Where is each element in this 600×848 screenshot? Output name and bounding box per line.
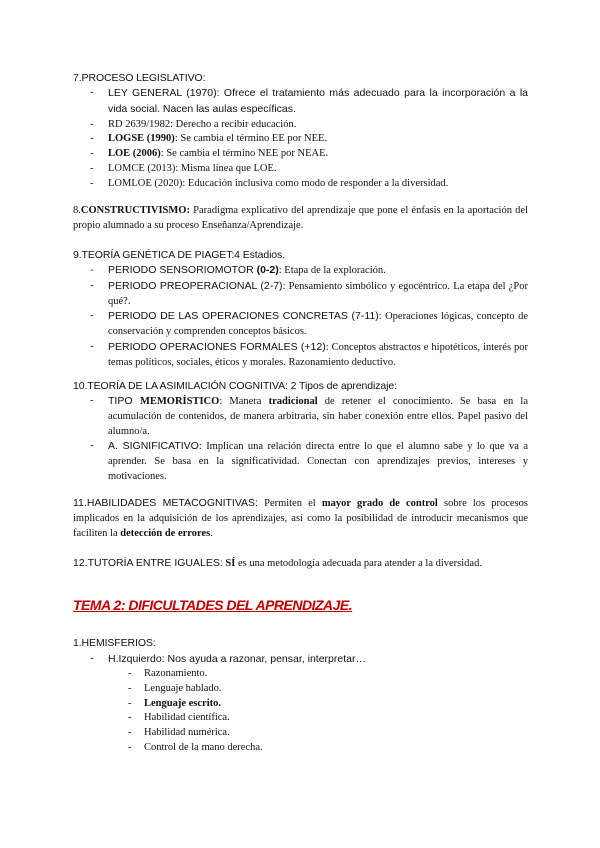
section-1-list [73,652,528,668]
hemisferio-izquierdo-sublist [108,667,408,756]
section-9-title: 9.TEORÍA GENÉTICA DE PIAGET:4 Estadios. [73,249,286,261]
list-item: - A. SIGNIFICATIVO: Implican una relación directa entre lo que el alumno sabe y lo que va a aprender. Se basa en la significatividad. Conectan con aprendizajes previos, intereses y motivaciones. [73,439,528,484]
tema-2-heading: TEMA 2: DIFICULTADES DEL APRENDIZAJE. [73,597,353,613]
sub-list-item: - Lenguaje escrito. [108,697,408,712]
section-1-title: 1.HEMISFERIOS: [73,637,156,649]
list-item: - LOMLOE (2020): Educación inclusiva como modo de responder a la diversidad. [73,177,528,192]
sub-list-item: - Habilidad científica. [108,711,408,726]
list-item: - PERIODO OPERACIONES FORMALES (+12): Conceptos abstractos e hipotéticos, interés por temas políticos, sociales, éticos y morales. Razonamiento deductivo. [73,340,528,371]
section-7-title: 7.PROCESO LEGISLATIVO: [73,72,206,84]
sub-list-item: - Lenguaje hablado. [108,682,408,697]
section-10-title: 10.TEORÍA DE LA ASIMILACIÓN COGNITIVA: 2 Tipos de aprendizaje: [73,380,397,392]
section-8-paragraph: 8.CONSTRUCTIVISMO: Paradigma explicativo del aprendizaje que pone el énfasis en la aportación del propio alumnado a su proceso Enseñanza/Aprendizaje. [73,205,528,231]
list-item: - LOE (2006): Se cambia el término NEE por NEAE. [73,147,528,162]
list-item: - H.Izquierdo: Nos ayuda a razonar, pensar, interpretar… [73,652,528,668]
list-item: - LOMCE (2013): Misma línea que LOE. [73,162,528,177]
sub-list-item: - Control de la mano derecha. [108,741,408,756]
list-item: - LOGSE (1990): Se cambia el término EE por NEE. [73,132,528,147]
list-item: - RD 2639/1982: Derecho a recibir educación. [73,118,528,133]
sub-list-item: - Razonamiento. [108,667,408,682]
list-item: - PERIODO SENSORIOMOTOR (0-2): Etapa de la exploración. [73,263,528,279]
section-11-paragraph: 11.HABILIDADES METACOGNITIVAS: Permiten el mayor grado de control sobre los procesos implicados en la adquisición de los aprendizajes, así como la posibilidad de introducir mecanismos que faciliten la detección de errores. [73,497,528,539]
list-item: - LEY GENERAL (1970): Ofrece el tratamiento más adecuado para la incorporación a la vida social. Nacen las aulas específicas. [73,86,528,118]
list-item: - PERIODO PREOPERACIONAL (2-7): Pensamiento simbólico y egocéntrico. La etapa del ¿Por qué?. [73,279,528,310]
sub-list-item: - Habilidad numérica. [108,726,408,741]
section-12-paragraph: 12.TUTORÍA ENTRE IGUALES: SÍ es una metodología adecuada para atender a la diversidad. [73,557,482,569]
list-item: - TIPO MEMORÍSTICO: Manera tradicional de retener el conocimiento. Se basa en la acumulación de contenidos, de manera arbitraria, sin haber conexión entre ellos. Papel pasivo del alumno/a. [73,394,528,439]
section-10-list [73,394,528,485]
section-9-list [73,263,528,371]
section-7-list [73,86,528,192]
list-item: - PERIODO DE LAS OPERACIONES CONCRETAS (7-11): Operaciones lógicas, concepto de conservación y comprenden conceptos básicos. [73,309,528,340]
